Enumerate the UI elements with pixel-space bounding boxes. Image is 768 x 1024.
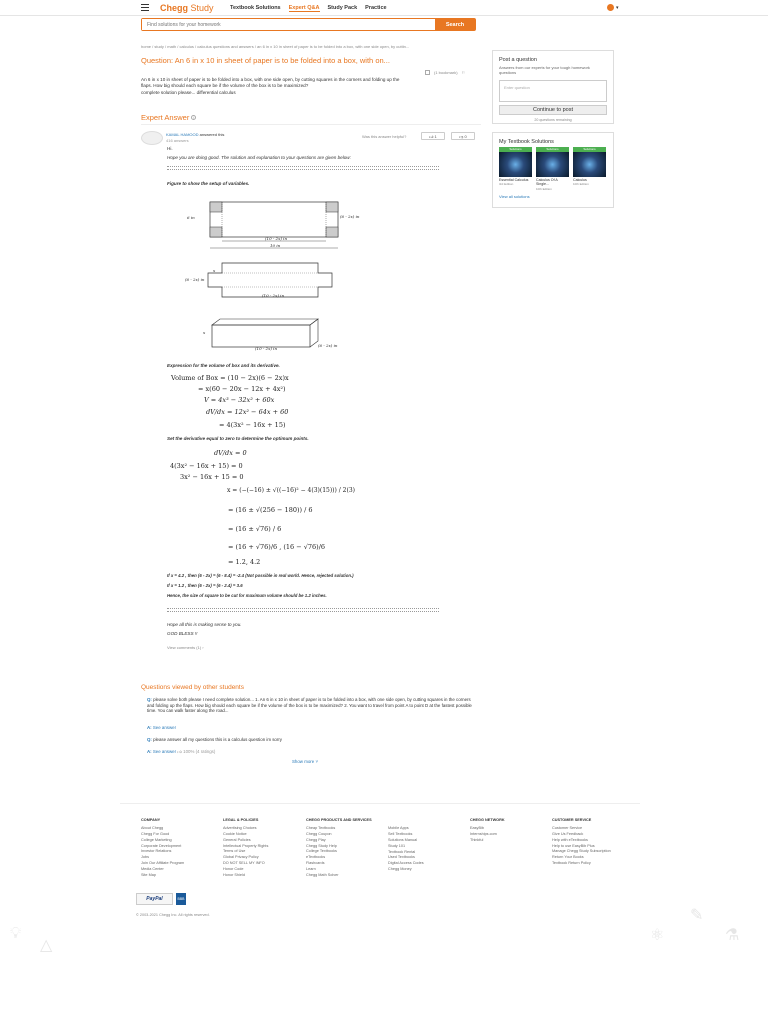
expr-line-3: V = 4x³ − 32x² + 60x <box>204 396 275 404</box>
view-comments-link[interactable] <box>167 645 204 650</box>
viewed-answer-1: A: See answer <box>147 725 177 730</box>
footer-link[interactable]: Learn <box>306 867 316 871</box>
science-icon: ⚗ <box>725 927 740 944</box>
post-question-title: Post a question <box>499 57 537 63</box>
footer-link[interactable]: About Chegg <box>141 825 164 830</box>
thumbs-down-count: 0 <box>464 134 467 139</box>
questions-remaining: 20 questions remaining <box>534 118 572 123</box>
footer-link[interactable]: Honor Shield <box>223 872 245 877</box>
footer-legal-col <box>223 818 268 879</box>
user-menu[interactable] <box>607 4 619 11</box>
answered-label: answered this <box>199 132 225 137</box>
questions-viewed-heading: Questions viewed by other students <box>141 684 244 691</box>
textbook-solutions-panel <box>492 132 614 208</box>
helpful-rating <box>177 749 215 754</box>
breadcrumb[interactable]: home / study / math / calculus / calculus questions and answers / an 6 in x 10 in sheet of paper is to be folded into a box, with one side open, by cuttin... <box>141 44 410 49</box>
book-title: Calculus Of A Single... <box>536 178 558 187</box>
deriv-line-1: dV/dx = 0 <box>214 449 247 457</box>
footer-link[interactable]: Investor Relations <box>141 849 172 854</box>
fig3-x-label: x <box>203 330 206 335</box>
footer-link[interactable]: DO NOT SELL MY INFO <box>223 861 265 866</box>
figure-cross-shape <box>200 260 360 305</box>
footer-link[interactable]: Customer Service <box>552 825 583 830</box>
pencil-icon: ✎ <box>690 907 704 924</box>
post-question-panel <box>492 50 614 124</box>
book-cover <box>499 152 532 177</box>
book-cover <box>573 152 606 177</box>
closing-line-2: GOD BLESS !! <box>167 631 198 636</box>
main-nav <box>230 5 387 12</box>
book-edition: 10th Edition <box>573 182 589 187</box>
chevron-down-icon: ˅ <box>315 759 319 764</box>
footer-link[interactable]: Chegg For Good <box>141 831 170 836</box>
footer-heading: COMPANY <box>141 818 161 822</box>
viewed-question-1[interactable]: Q: please solve both please I need complete solution... 1. An 6 in x 10 in sheet of paper is to be folded into a box, with one side open, by cutting squares in the corners and folding up the flaps. How big should each square be if the volume of the box is to be maximized? 2. You want to travel from point A to point D at the fastest possible time. You can walk faster along the road... <box>147 697 472 714</box>
footer-link[interactable]: Chegg Play <box>306 837 326 842</box>
question-input[interactable]: Enter question <box>499 80 607 102</box>
solutions-tag: Solutions <box>499 147 532 152</box>
deriv-line-7: = (16 + √76)/6 , (16 − √76)/6 <box>228 543 326 551</box>
show-more-label: Show more <box>292 759 315 764</box>
thumbs-up-button[interactable] <box>421 132 445 140</box>
solutions-tag: Solutions <box>536 147 569 152</box>
footer-link[interactable]: Chegg Math Solver <box>306 872 339 877</box>
nav-expert-qa[interactable]: Expert Q&A <box>288 5 320 11</box>
footer-products-col <box>306 818 372 879</box>
bookmark-count: (1 bookmark) <box>434 70 458 75</box>
expr-line-1: Volume of Box = (10 − 2x)(6 − 2x)x <box>171 374 289 382</box>
fig2-left-label: (6 - 2x) in <box>185 277 205 282</box>
footer-divider <box>120 803 640 804</box>
question-tools <box>425 70 465 75</box>
deriv-line-2: 4(3x² − 16x + 15) = 0 <box>170 462 243 470</box>
triangle-icon: △ <box>40 937 53 954</box>
helpful-rating-label: 100% (4 ratings) <box>183 749 216 754</box>
answerer-avatar <box>141 131 163 145</box>
deriv-line-6: = (16 ± √76) / 6 <box>228 525 282 533</box>
footer-link[interactable]: College Marketing <box>141 837 172 842</box>
atom-icon: ⚛ <box>650 927 665 944</box>
footer-link[interactable]: Chegg Money <box>388 867 412 872</box>
dotted-divider <box>167 608 439 609</box>
footer-link[interactable]: College Textbooks <box>306 849 337 854</box>
fig2-bottom-label: (10 - 2x) in <box>262 293 285 298</box>
deriv-line-5: = (16 ± √(256 − 180)) / 6 <box>228 506 313 514</box>
footer-link[interactable]: Flashcards <box>306 861 325 866</box>
textbook-solutions-title: My Textbook Solutions <box>499 139 554 145</box>
footer-link[interactable]: Global Privacy Policy <box>223 855 259 860</box>
book-edition: 10th Edition <box>536 186 552 191</box>
footer-link[interactable]: Help to use EasyBib Plus <box>552 843 595 848</box>
see-answer-link[interactable]: See answer <box>152 749 177 754</box>
footer-products2-col <box>388 826 424 873</box>
textbook-list <box>499 147 607 191</box>
thumbs-up-count: 1 <box>434 134 437 139</box>
chegg-logo[interactable]: Chegg Study <box>160 3 214 13</box>
footer-link[interactable]: EasyBib <box>470 825 484 830</box>
top-navbar <box>0 0 768 16</box>
answerer-name[interactable]: KAMAL HAMOOD <box>166 132 199 137</box>
deriv-line-3: 3x² − 16x + 15 = 0 <box>180 473 244 481</box>
footer-link[interactable]: Cookie Notice <box>223 831 247 836</box>
footer-link[interactable]: Give Us Feedback <box>552 831 584 836</box>
footer-link[interactable]: Corporate Development <box>141 843 182 848</box>
footer-link[interactable]: Cheap Textbooks <box>306 825 336 830</box>
footer-heading: LEGAL & POLICIES <box>223 818 259 822</box>
thumbs-up-icon: 👍︎ <box>177 749 182 754</box>
fig2-x-label: x <box>213 268 216 273</box>
dotted-divider <box>167 169 439 170</box>
textbook-item[interactable] <box>573 147 606 191</box>
footer-link[interactable]: eTextbooks <box>306 855 326 860</box>
footer-link[interactable]: Chegg Study Help <box>306 843 337 848</box>
fig3-right-label: (6 - 2x) in <box>318 343 338 348</box>
footer-link[interactable]: Site Map <box>141 872 156 877</box>
deriv-line-8: = 1.2, 4.2 <box>228 558 261 566</box>
viewed-question-2[interactable]: Q: please answer all my questions this is a calculus question im sorry <box>147 737 282 742</box>
footer-link[interactable]: Digital Access Codes <box>388 861 424 866</box>
avatar-icon <box>607 4 614 11</box>
solutions-tag: Solutions <box>573 147 606 152</box>
nav-practice[interactable]: Practice <box>365 5 387 11</box>
thumbs-down-icon: 👎︎ <box>459 134 464 139</box>
answerer-info <box>166 132 224 143</box>
deriv-line-4: x = (−(−16) ± √((−16)² − 4(3)(15))) / 2(3) <box>227 487 356 494</box>
answer-count: 416 answers <box>166 138 189 143</box>
bbb-badge[interactable]: BBB <box>176 893 186 905</box>
footer-heading: CUSTOMER SERVICE <box>552 818 592 822</box>
footer-link[interactable]: Thinkful <box>470 837 484 842</box>
answer-intro: Hope you are doing good. The solution and explanation to your questions are given below: <box>167 155 351 160</box>
footer-link[interactable]: Honor Code <box>223 867 244 871</box>
thumbs-up-icon: 👍︎ <box>429 134 434 139</box>
footer-link[interactable]: Jobs <box>141 855 150 860</box>
question-body <box>141 77 411 97</box>
footer-link[interactable]: General Policies <box>223 837 251 842</box>
book-edition: 3rd Edition <box>499 182 514 187</box>
footer-link[interactable]: Used Textbooks <box>388 855 415 860</box>
lightbulb-icon: 💡︎ <box>10 925 22 942</box>
footer-link[interactable]: Advertising Choices <box>223 825 257 830</box>
nav-study-pack[interactable]: Study Pack <box>327 5 358 11</box>
footer-network-col <box>470 818 505 844</box>
viewed-question-text: please answer all my questions this is a calculus question im sorry <box>153 737 282 742</box>
divider <box>141 124 481 125</box>
figure-caption: Figure to show the setup of variables. <box>167 181 250 186</box>
continue-to-post-button[interactable]: Continue to post <box>499 105 607 115</box>
expr-line-4: dV/dx = 12x² − 64x + 60 <box>206 408 289 416</box>
question-text: An 6 in x 10 in sheet of paper is to be folded into a box, with one side open, by cutting squares in the corners and folding up the flaps. How big should each square be if the volume of the box is to be maximized? <box>141 77 400 88</box>
fig1-side-label: 6 in <box>187 215 195 220</box>
footer-service-col <box>552 818 611 867</box>
conclusion-2: If x = 1.2 , then (6 - 2x) = (6 - 2.4) = 3.6 <box>167 583 243 588</box>
dotted-divider <box>167 166 439 167</box>
chevron-right-icon: › <box>202 645 204 650</box>
bookmark-icon[interactable] <box>425 70 430 75</box>
search-bar <box>141 18 476 31</box>
expr-line-2: = x(60 − 20x − 12x + 4x²) <box>198 385 286 393</box>
footer-link[interactable]: Textbook Rental <box>388 849 416 854</box>
show-more-link[interactable] <box>292 759 318 764</box>
fig1-inner-width: (10 - 2x) in <box>265 236 288 241</box>
view-comments-label: View comments (1) <box>167 645 202 650</box>
see-answer-link[interactable]: See answer <box>152 725 177 730</box>
closing-line-1: Hope all this is making sense to you. <box>167 622 242 627</box>
textbook-item[interactable] <box>499 147 532 191</box>
footer-link[interactable]: Mobile Apps <box>388 826 409 830</box>
info-icon[interactable]: i <box>191 115 196 120</box>
footer-link[interactable]: Textbook Return Policy <box>552 861 591 866</box>
footer-link[interactable]: Help with eTextbooks <box>552 837 588 842</box>
figure-box-3d <box>200 315 360 357</box>
view-all-solutions-link[interactable]: View all solutions <box>499 193 530 199</box>
fig1-outer-width: 10 in <box>270 243 281 248</box>
fig1-right-label: (6 - 2x) in <box>340 214 360 219</box>
post-question-subtitle: Answers from our experts for your tough homework questions <box>499 65 590 76</box>
footer-link[interactable]: Join Our Affiliate Program <box>141 861 185 866</box>
flag-icon[interactable]: ⚐ <box>461 70 466 75</box>
book-title: Essential Calculus <box>499 178 529 182</box>
search-button[interactable]: Search <box>435 19 475 30</box>
viewed-question-text: please solve both please I need complete solution... 1. An 6 in x 10 in sheet of paper is to be folded into a box, with one side open, by cutting squares in the corners and folding up the flaps. How big should each square be if the volume of the box is to be maximized? 2. You want to travel from point A to point D at the fastest possible time. You can walk faster along the road... <box>147 697 472 714</box>
book-title: Calculus <box>573 178 587 182</box>
footer-link[interactable]: Intellectual Property Rights <box>223 843 269 848</box>
thumbs-down-button[interactable] <box>451 132 475 140</box>
expert-answer-heading <box>141 113 196 122</box>
hamburger-menu-icon[interactable] <box>141 4 149 11</box>
answer-greeting: Hi. <box>167 146 173 151</box>
footer-heading: CHEGG PRODUCTS AND SERVICES <box>306 818 372 822</box>
footer-link[interactable]: Solutions Manual <box>388 837 418 842</box>
paypal-badge[interactable]: PayPal <box>136 893 173 905</box>
footer-link[interactable]: Chegg Coupon <box>306 831 332 836</box>
conclusion-3: Hence, the size of square to be cut for maximum volume should be 1.2 inches. <box>167 593 327 598</box>
question-note: complete solution please... differential calculus <box>141 89 236 95</box>
expression-caption: Expression for the volume of box and its derivative. <box>167 363 280 368</box>
conclusion-1: If x = 4.2 , then (6 - 2x) = (6 - 8.4) = -2.4 (Not possible in real world. Hence, rejected solution.) <box>167 573 354 578</box>
footer-link[interactable]: Study 101 <box>388 843 406 848</box>
expr-line-5: = 4(3x² − 16x + 15) <box>219 421 286 429</box>
fig3-bottom-label: (10 - 2x) in <box>255 346 278 351</box>
expert-answer-label: Expert Answer <box>141 113 190 122</box>
footer-link[interactable]: Sell Textbooks <box>388 831 413 836</box>
question-title: Question: An 6 in x 10 in sheet of paper is to be folded into a box, with on... <box>141 56 390 65</box>
derivative-caption: Set the derivative equal to zero to determine the optimum points. <box>167 436 309 441</box>
dotted-divider <box>167 611 439 612</box>
footer-link[interactable]: Terms of Use <box>223 849 246 854</box>
footer-heading: CHEGG NETWORK <box>470 818 505 822</box>
footer-link[interactable]: Internships.com <box>470 831 497 836</box>
book-cover <box>536 152 569 177</box>
chevron-down-icon: ▾ <box>616 4 619 11</box>
textbook-item[interactable] <box>536 147 569 191</box>
nav-textbook-solutions[interactable]: Textbook Solutions <box>230 5 281 11</box>
footer-company-col <box>141 818 184 879</box>
copyright: © 2003-2021 Chegg Inc. All rights reserved. <box>136 913 210 917</box>
helpful-prompt: Was this answer helpful? <box>362 134 407 139</box>
footer-link[interactable]: Return Your Books <box>552 855 584 860</box>
footer-link[interactable]: Media Center <box>141 867 164 871</box>
footer-link[interactable]: Manage Chegg Study Subscription <box>552 849 611 854</box>
search-input[interactable] <box>142 19 435 30</box>
viewed-answer-2: A: See answer 👍︎ 100% (4 ratings) <box>147 749 216 754</box>
